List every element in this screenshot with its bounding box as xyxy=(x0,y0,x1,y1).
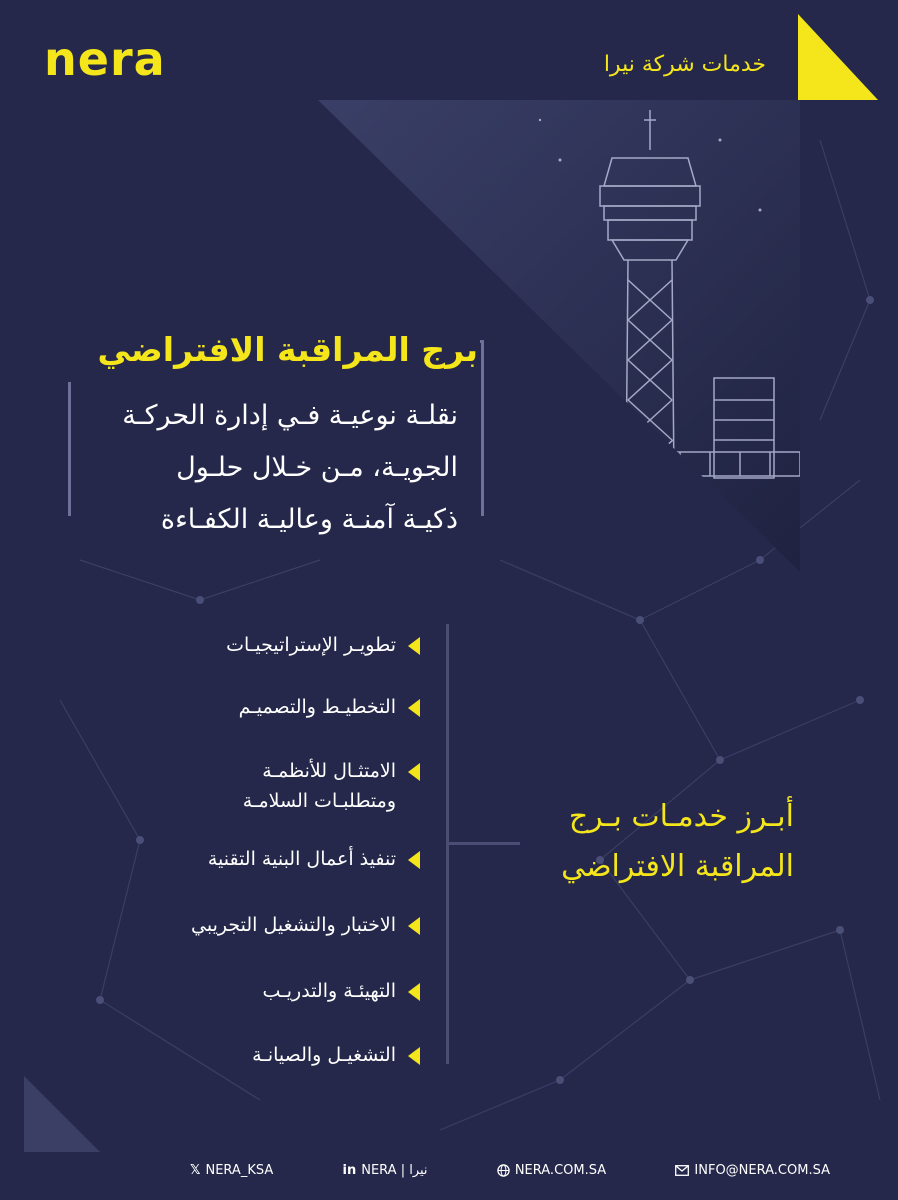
x-logo-icon: 𝕏 xyxy=(190,1162,201,1178)
service-item: تطويـر الإستراتيجيـات xyxy=(150,630,420,660)
hero-description xyxy=(88,390,458,546)
hero-description-line: ذكيـة آمنـة وعاليـة الكفـاءة xyxy=(160,504,458,535)
service-item: التشغيـل والصيانـة xyxy=(150,1040,420,1070)
service-item: الاختبار والتشغيل التجريبي xyxy=(150,910,420,940)
envelope-icon xyxy=(675,1165,689,1176)
triangle-bullet-icon xyxy=(408,1047,420,1065)
services-heading xyxy=(504,792,794,892)
triangle-bullet-icon xyxy=(408,637,420,655)
triangle-bullet-icon xyxy=(408,917,420,935)
hero-title: برج المراقبة الافتراضي xyxy=(97,330,478,369)
nera-logo: nera xyxy=(44,32,166,86)
footer-website[interactable]: NERA.COM.SA xyxy=(497,1163,606,1178)
triangle-bullet-icon xyxy=(408,851,420,869)
triangle-bullet-icon xyxy=(408,983,420,1001)
service-item: التخطيـط والتصميـم xyxy=(150,692,420,722)
service-item: تنفيذ أعمال البنية التقنية xyxy=(150,844,420,874)
service-item: الامتثـال للأنظمـة ومتطلبـات السلامـة xyxy=(150,756,420,816)
footer-email[interactable]: INFO@NERA.COM.SA xyxy=(675,1163,830,1178)
corner-triangle-top-right xyxy=(776,14,880,102)
footer-linkedin[interactable]: in NERA | نيرا xyxy=(342,1162,428,1178)
corner-triangle-bottom-left xyxy=(24,1076,104,1156)
header-tagline: خدمات شركة نيرا xyxy=(603,52,766,77)
triangle-bullet-icon xyxy=(408,763,420,781)
triangle-bullet-icon xyxy=(408,699,420,717)
footer xyxy=(190,1158,830,1182)
service-item: التهيئـة والتدريـب xyxy=(150,976,420,1006)
hero-description-line: الجويـة، مـن خـلال حلـول xyxy=(176,452,458,483)
linkedin-icon: in xyxy=(342,1162,357,1178)
services-heading-line: المراقبة الافتراضي xyxy=(561,849,794,884)
hero-description-line: نقلـة نوعيـة فـي إدارة الحركـة xyxy=(122,400,458,431)
globe-icon xyxy=(497,1164,510,1177)
footer-x[interactable]: 𝕏 NERA_KSA xyxy=(190,1162,274,1178)
services-heading-line: أبـرز خدمـات بـرج xyxy=(568,799,794,834)
